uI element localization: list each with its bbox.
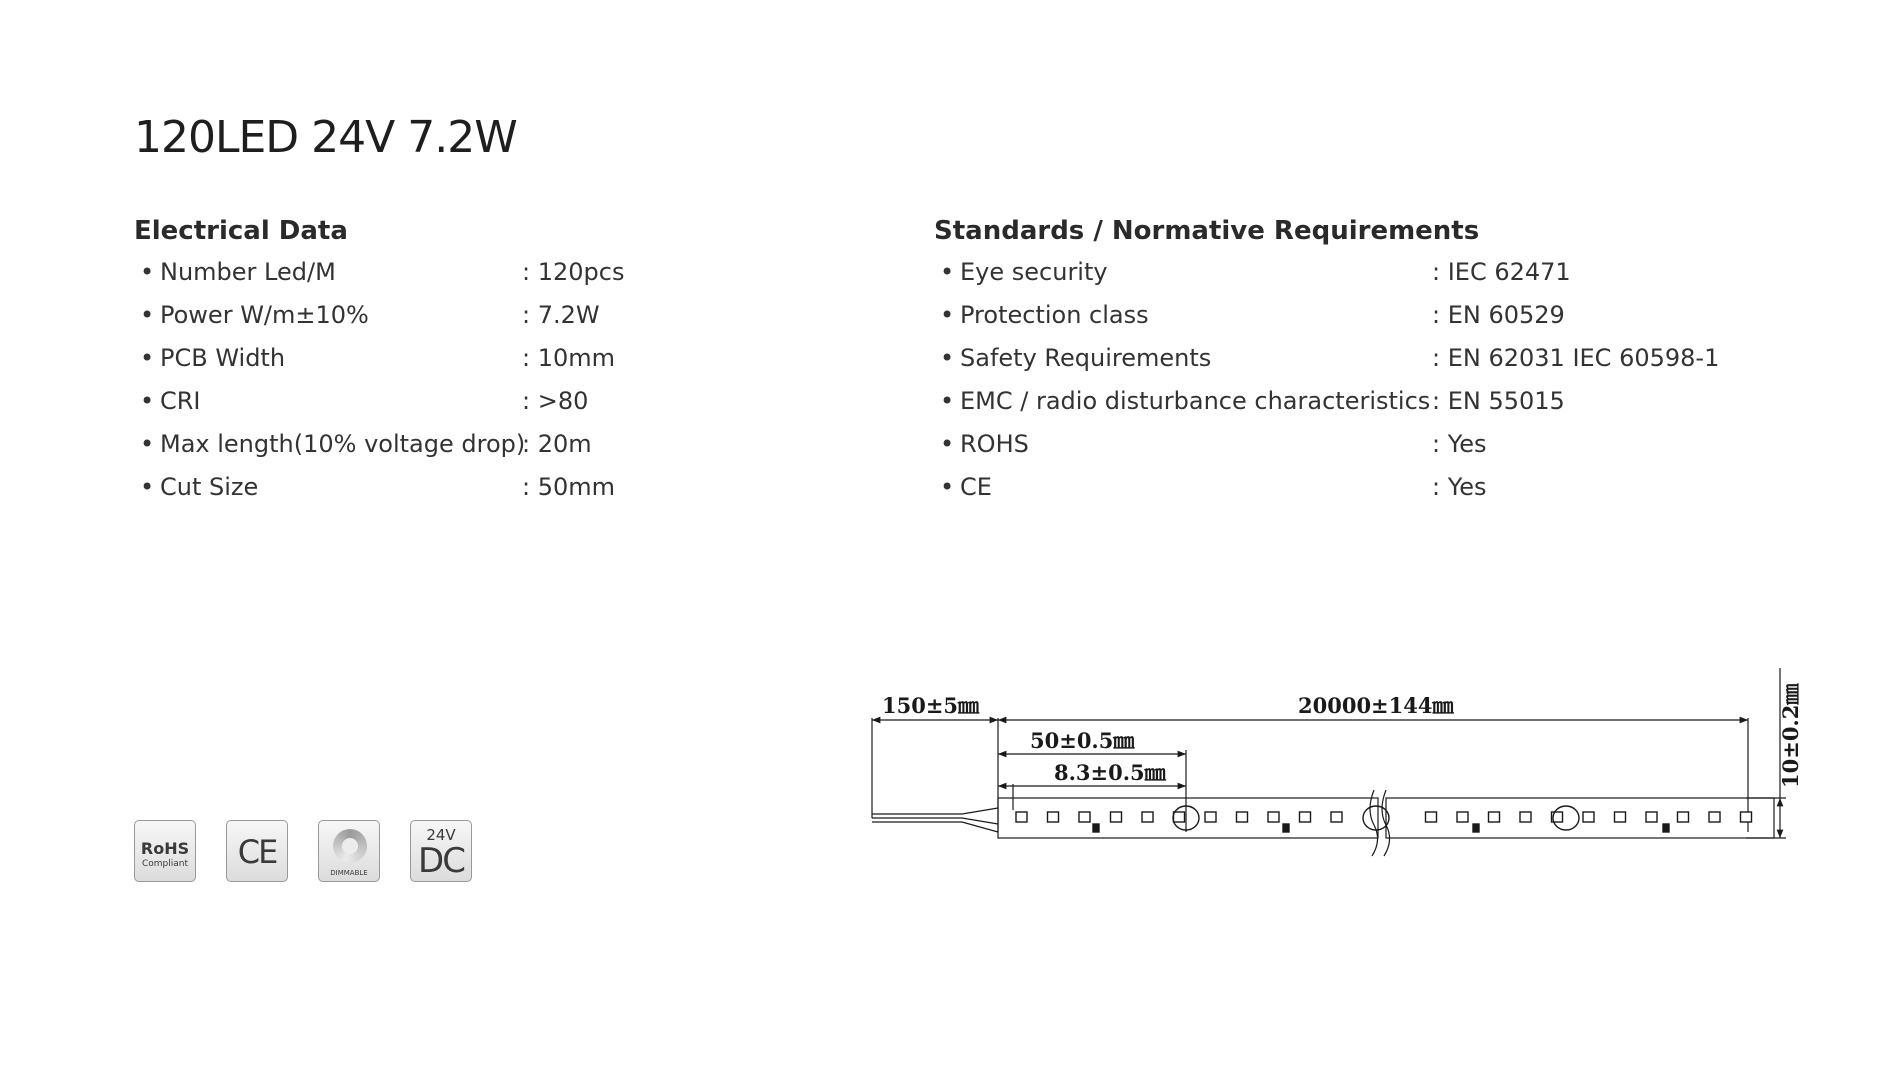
pcb-width-label: 10±0.2㎜ <box>1778 683 1803 788</box>
spec-label: Safety Requirements <box>960 344 1212 372</box>
wire-length-label: 150±5㎜ <box>882 693 980 718</box>
spec-row <box>134 430 592 473</box>
spec-value: : EN 60529 <box>1432 301 1565 329</box>
spec-row <box>934 387 1565 430</box>
led-strip-dimension-drawing <box>860 660 1803 860</box>
led-chip <box>1205 812 1216 822</box>
rohs-logo-text: RoHS <box>140 839 190 858</box>
led-chip <box>1426 812 1437 822</box>
wire-lead <box>872 818 998 824</box>
rohs-badge <box>134 820 196 882</box>
spec-label: CRI <box>160 387 201 415</box>
resistor <box>1473 824 1479 832</box>
standards-heading: Standards / Normative Requirements <box>934 216 1480 246</box>
spec-value: : 10mm <box>522 344 616 372</box>
spec-label: ROHS <box>960 430 1029 458</box>
spec-value: : >80 <box>522 387 589 415</box>
spec-value: : 120pcs <box>522 258 625 286</box>
spec-value: : Yes <box>1432 430 1487 458</box>
dimmer-icon <box>333 829 367 863</box>
led-chip <box>1741 812 1752 822</box>
led-chip <box>1520 812 1531 822</box>
led-chip <box>1268 812 1279 822</box>
bullet: • <box>140 301 155 329</box>
cut-unit-label: 50±0.5㎜ <box>1030 728 1135 753</box>
total-length-label: 20000±144㎜ <box>1298 693 1454 718</box>
spec-row <box>934 258 1571 301</box>
spec-row <box>134 344 616 387</box>
spec-value: : 50mm <box>522 473 616 501</box>
standards-spec-list <box>934 258 1720 516</box>
break-line <box>1370 790 1378 856</box>
spec-label: PCB Width <box>160 344 286 372</box>
led-chip <box>1111 812 1122 822</box>
spec-value: : Yes <box>1432 473 1487 501</box>
spec-label: Max length(10% voltage drop) <box>160 430 526 458</box>
led-chip <box>1646 812 1657 822</box>
resistor <box>1663 824 1669 832</box>
electrical-data-section <box>134 216 625 516</box>
ce-mark-text: CE <box>237 833 277 871</box>
spec-value: : 7.2W <box>522 301 600 329</box>
bullet: • <box>140 258 155 286</box>
led-chip <box>1583 812 1594 822</box>
resistor <box>1283 824 1289 832</box>
cut-mark <box>1363 806 1389 830</box>
spec-row <box>934 301 1565 344</box>
spec-row <box>934 473 1487 516</box>
bullet: • <box>940 387 955 415</box>
ce-badge <box>226 820 288 882</box>
product-title: 120LED 24V 7.2W <box>134 112 517 163</box>
bullet: • <box>140 387 155 415</box>
led-chip <box>1331 812 1342 822</box>
led-pitch-label: 8.3±0.5㎜ <box>1054 760 1166 785</box>
spec-label: EMC / radio disturbance characteristics <box>960 387 1431 415</box>
bullet: • <box>940 258 955 286</box>
led-chip <box>1174 812 1185 822</box>
spec-label: Eye security <box>960 258 1108 286</box>
spec-label: Number Led/M <box>160 258 336 286</box>
electrical-data-heading: Electrical Data <box>134 216 348 246</box>
led-chip <box>1237 812 1248 822</box>
electrical-spec-list <box>134 258 625 516</box>
led-chip <box>1678 812 1689 822</box>
dc-voltage-text: 24V <box>426 826 456 844</box>
dc-voltage-badge <box>410 820 472 882</box>
bullet: • <box>140 344 155 372</box>
spec-label: Power W/m±10% <box>160 301 369 329</box>
dimmable-text: DIMMABLE <box>330 869 368 877</box>
led-chip <box>1048 812 1059 822</box>
bullet: • <box>140 430 155 458</box>
spec-row <box>134 301 600 344</box>
led-chip <box>1489 812 1500 822</box>
dc-text: DC <box>418 841 464 881</box>
wire-lead <box>872 808 998 814</box>
spec-label: Cut Size <box>160 473 259 501</box>
spec-row <box>934 344 1720 387</box>
bullet: • <box>940 301 955 329</box>
spec-label: CE <box>960 473 992 501</box>
led-chip <box>1709 812 1720 822</box>
spec-value: : IEC 62471 <box>1432 258 1571 286</box>
dimmable-badge <box>318 820 380 882</box>
spec-value: : EN 55015 <box>1432 387 1565 415</box>
resistor <box>1093 824 1099 832</box>
led-chip <box>1457 812 1468 822</box>
led-chip <box>1079 812 1090 822</box>
led-chip <box>1142 812 1153 822</box>
bullet: • <box>940 473 955 501</box>
led-chip <box>1300 812 1311 822</box>
bullet: • <box>940 430 955 458</box>
wire-lead <box>872 822 998 832</box>
spec-value: : 20m <box>522 430 592 458</box>
spec-row <box>134 387 589 430</box>
bullet: • <box>940 344 955 372</box>
spec-row <box>134 258 625 301</box>
standards-section <box>934 216 1720 516</box>
spec-row <box>134 473 616 516</box>
spec-row <box>934 430 1487 473</box>
spec-label: Protection class <box>960 301 1149 329</box>
bullet: • <box>140 473 155 501</box>
rohs-sub-text: Compliant <box>141 859 189 869</box>
led-chip <box>1615 812 1626 822</box>
spec-value: : EN 62031 IEC 60598-1 <box>1432 344 1720 372</box>
led-chip <box>1016 812 1027 822</box>
